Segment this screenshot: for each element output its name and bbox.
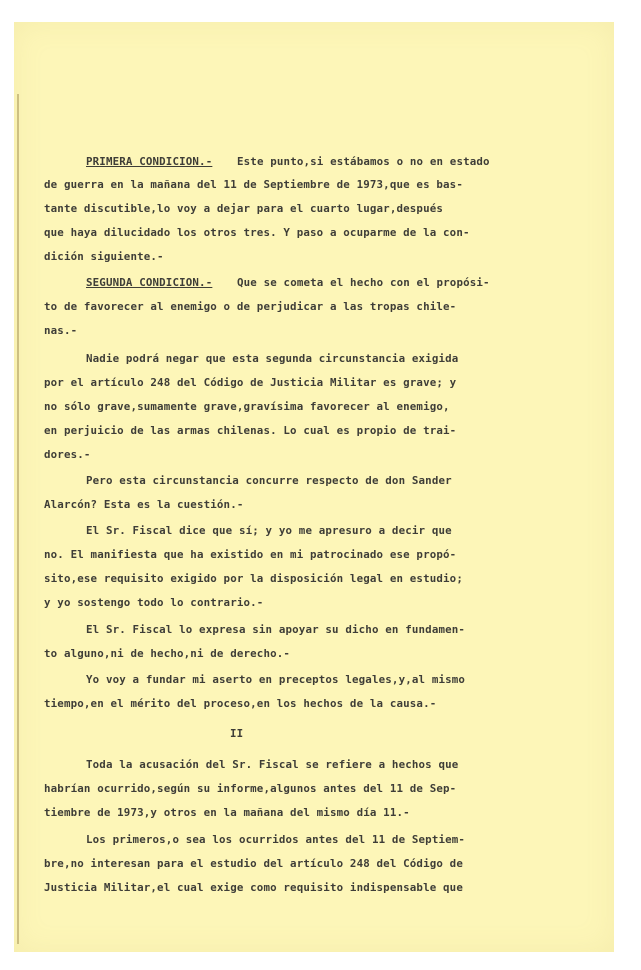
text-line: Justicia Militar,el cual exige como requisito indispensable que: [44, 881, 463, 894]
text-line: Toda la acusación del Sr. Fiscal se refiere a hechos que: [86, 758, 459, 771]
text-line: El Sr. Fiscal lo expresa sin apoyar su dicho en fundamen-: [86, 623, 466, 636]
text-line: Este punto,si estábamos o no en estado: [237, 155, 490, 168]
text-line: Yo voy a fundar mi aserto en preceptos legales,y,al mismo: [86, 673, 466, 686]
document-page: [14, 22, 614, 952]
text-line: y yo sostengo todo lo contrario.-: [44, 596, 264, 609]
page-fold-edge: [17, 94, 19, 944]
text-line: Pero esta circunstancia concurre respecto de don Sander: [86, 474, 452, 487]
section-number: II: [230, 727, 244, 740]
text-line: de guerra en la mañana del 11 de Septiembre de 1973,que es bas-: [44, 178, 463, 191]
text-line: tiembre de 1973,y otros en la mañana del mismo día 11.-: [44, 806, 410, 819]
text-line: tante discutible,lo voy a dejar para el cuarto lugar,después: [44, 202, 444, 215]
text-line: sito,ese requisito exigido por la disposición legal en estudio;: [44, 572, 463, 585]
text-line: bre,no interesan para el estudio del artículo 248 del Código de: [44, 857, 463, 870]
text-line: dición siguiente.-: [44, 250, 164, 263]
text-line: Que se cometa el hecho con el propósi-: [237, 276, 490, 289]
section-heading-primera: PRIMERA CONDICION.-: [86, 155, 213, 168]
text-line: tiempo,en el mérito del proceso,en los hechos de la causa.-: [44, 697, 437, 710]
text-line: no. El manifiesta que ha existido en mi patrocinado ese propó-: [44, 548, 457, 561]
text-line: to de favorecer al enemigo o de perjudicar a las tropas chile-: [44, 300, 457, 313]
text-line: nas.-: [44, 324, 78, 337]
text-line: no sólo grave,sumamente grave,gravísima favorecer al enemigo,: [44, 400, 450, 413]
text-line: dores.-: [44, 448, 91, 461]
text-line: Alarcón? Esta es la cuestión.-: [44, 498, 244, 511]
section-heading-segunda: SEGUNDA CONDICION.-: [86, 276, 213, 289]
text-line: que haya dilucidado los otros tres. Y paso a ocuparme de la con-: [44, 226, 470, 239]
text-line: habrían ocurrido,según su informe,algunos antes del 11 de Sep-: [44, 782, 457, 795]
text-line: por el artículo 248 del Código de Justicia Militar es grave; y: [44, 376, 457, 389]
text-line: Los primeros,o sea los ocurridos antes del 11 de Septiem-: [86, 833, 466, 846]
text-line: Nadie podrá negar que esta segunda circunstancia exigida: [86, 352, 459, 365]
text-line: El Sr. Fiscal dice que sí; y yo me apresuro a decir que: [86, 524, 452, 537]
text-line: to alguno,ni de hecho,ni de derecho.-: [44, 647, 291, 660]
text-line: en perjuicio de las armas chilenas. Lo cual es propio de trai-: [44, 424, 457, 437]
